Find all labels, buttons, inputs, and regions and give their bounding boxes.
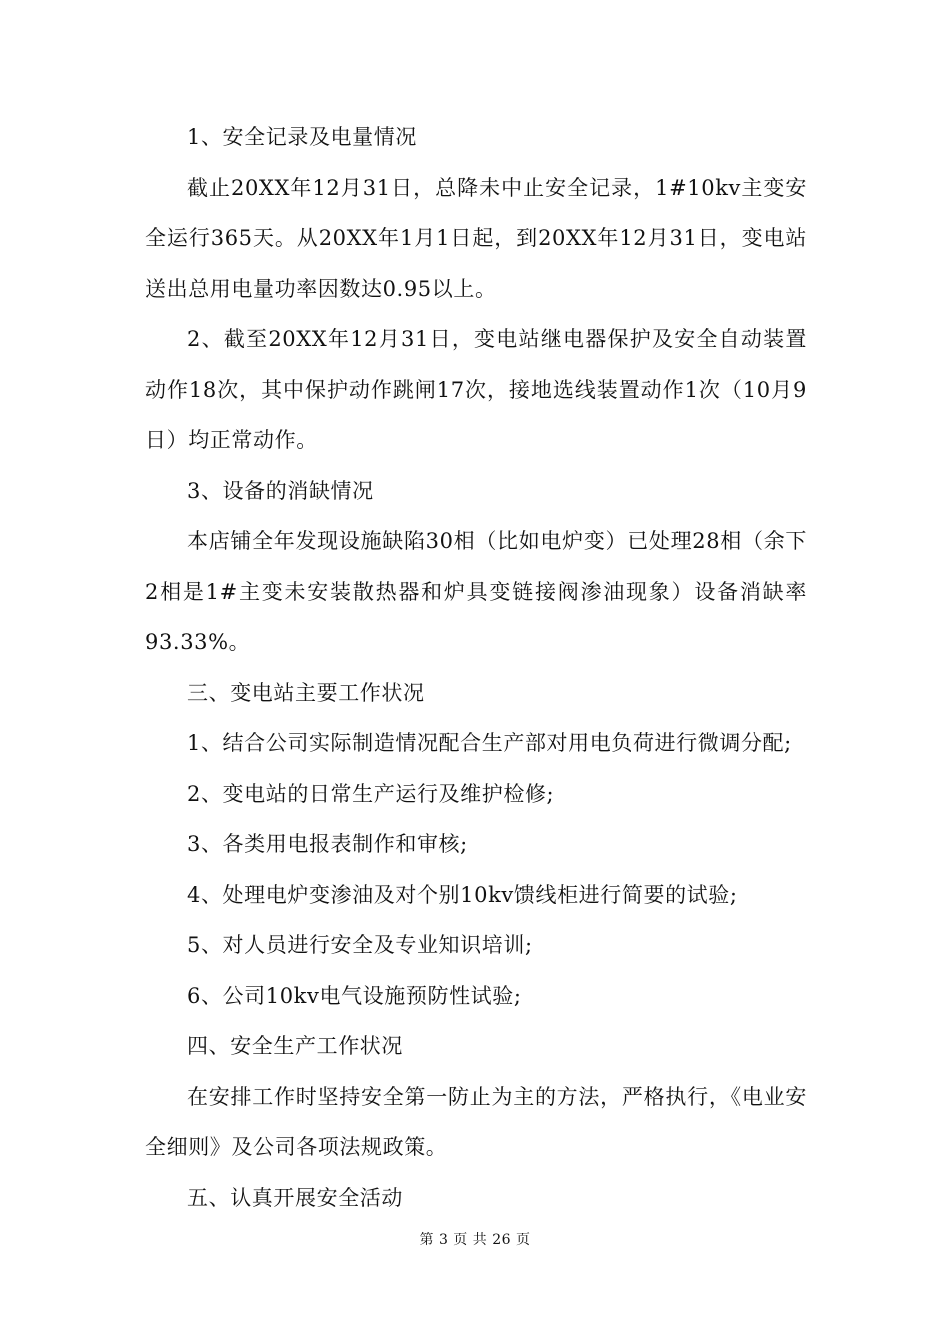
section-heading-safe-production: 四、安全生产工作状况 bbox=[187, 1034, 403, 1058]
section-heading-safety-record: 1、安全记录及电量情况 bbox=[187, 125, 417, 149]
paragraph-defects: 本店铺全年发现设施缺陷30相（比如电炉变）已处理28相（余下2相是1#主变未安装散热器和炉具变链接阀渗油现象）设备消缺率93.33%。 bbox=[145, 529, 807, 654]
document-body bbox=[145, 112, 807, 1223]
section-heading-safety-activities: 五、认真开展安全活动 bbox=[187, 1185, 403, 1210]
page-number-footer: 第 3 页 共 26 页 bbox=[419, 1232, 531, 1248]
paragraph-relay-protection: 2、截至20XX年12月31日，变电站继电器保护及安全自动装置动作18次，其中保护动作跳闸17次，接地选线装置动作1次（10月9日）均正常动作。 bbox=[145, 327, 807, 452]
section-heading-defects: 3、设备的消缺情况 bbox=[187, 478, 374, 503]
list-item-work-3: 3、各类用电报表制作和审核; bbox=[187, 832, 468, 856]
list-item-work-5: 5、对人员进行安全及专业知识培训; bbox=[187, 933, 533, 957]
list-item-work-4: 4、处理电炉变渗油及对个别10kv馈线柜进行简要的试验; bbox=[187, 882, 738, 907]
section-heading-main-work: 三、变电站主要工作状况 bbox=[187, 680, 425, 705]
list-item-work-1: 1、结合公司实际制造情况配合生产部对用电负荷进行微调分配; bbox=[187, 731, 792, 755]
list-item-work-6: 6、公司10kv电气设施预防性试验; bbox=[187, 983, 522, 1008]
list-item-work-2: 2、变电站的日常生产运行及维护检修; bbox=[187, 781, 555, 806]
paragraph-safety-record: 截止20XX年12月31日，总降未中止安全记录，1#10kv主变安全运行365天。从20XX年1月1日起，到20XX年12月31日，变电站送出总用电量功率因数达0.95以上。 bbox=[145, 175, 807, 301]
paragraph-safe-production: 在安排工作时坚持安全第一防止为主的方法，严格执行，《电业安全细则》及公司各项法规政策。 bbox=[145, 1084, 807, 1159]
